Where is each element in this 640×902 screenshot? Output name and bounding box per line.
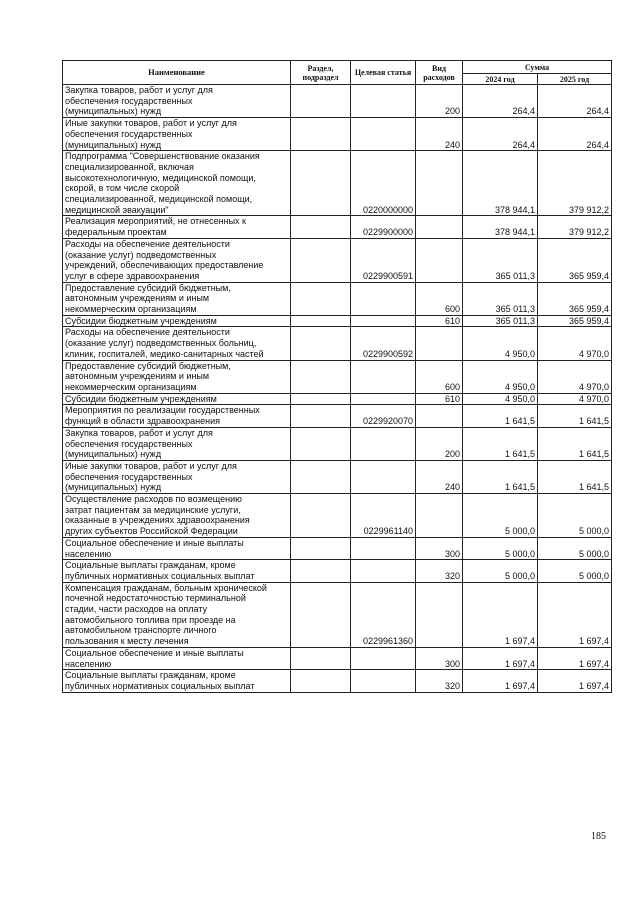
header-target: Целевая статья: [351, 61, 416, 85]
row-name-line: публичных нормативных социальных выплат: [65, 680, 255, 691]
row-sum-2024: 1 641,5: [463, 405, 538, 427]
table-row: [63, 560, 612, 582]
row-sum-2024: 5 000,0: [463, 537, 538, 559]
row-name: [63, 494, 291, 538]
row-name-line: Закупка товаров, работ и услуг для: [65, 427, 213, 438]
table-row: [63, 282, 612, 315]
table-row: [63, 537, 612, 559]
row-name-line: почечной недостаточностью терминальной: [65, 593, 246, 604]
row-name-line: автономным учреждениям и иным: [65, 371, 210, 382]
row-target-article: 0229900000: [351, 216, 416, 238]
header-name: Наименование: [63, 61, 291, 85]
table-row: [63, 460, 612, 493]
table-header: [63, 61, 612, 85]
table-row: [63, 427, 612, 460]
row-target-article: [351, 427, 416, 460]
row-sum-2024: 264,4: [463, 118, 538, 151]
header-sum: Сумма: [463, 61, 612, 74]
row-section: [291, 216, 351, 238]
row-sum-2024: 1 641,5: [463, 427, 538, 460]
row-sum-2025: 4 970,0: [538, 327, 612, 360]
row-name-line: (муниципальных) нужд: [65, 106, 162, 117]
row-name-line: Иные закупки товаров, работ и услуг для: [65, 118, 237, 129]
row-section: [291, 537, 351, 559]
row-name-line: клиник, госпиталей, медико-санитарных частей: [65, 348, 264, 359]
row-name: [63, 647, 291, 669]
row-section: [291, 85, 351, 118]
row-expense-kind: 200: [416, 427, 463, 460]
row-expense-kind: 610: [416, 315, 463, 327]
row-name-line: высокотехнологичную, медицинской помощи,: [65, 172, 256, 183]
row-name-line: услуг в сфере здравоохранения: [65, 270, 200, 281]
row-name: [63, 315, 291, 327]
row-name-line: Мероприятия по реализации государственных: [65, 405, 260, 416]
row-sum-2024: 4 950,0: [463, 360, 538, 393]
row-sum-2025: 365 959,4: [538, 282, 612, 315]
row-sum-2025: 4 970,0: [538, 360, 612, 393]
row-sum-2025: 1 697,4: [538, 670, 612, 692]
row-name-line: обеспечения государственных: [65, 471, 193, 482]
row-sum-2025: 5 000,0: [538, 560, 612, 582]
row-name-line: пользования к месту лечения: [65, 636, 189, 647]
row-expense-kind: 240: [416, 118, 463, 151]
row-sum-2024: 365 011,3: [463, 282, 538, 315]
row-name-line: Закупка товаров, работ и услуг для: [65, 85, 213, 95]
row-sum-2025: 365 959,4: [538, 315, 612, 327]
row-name-line: Расходы на обеспечение деятельности: [65, 238, 230, 249]
row-section: [291, 393, 351, 405]
row-expense-kind: 320: [416, 560, 463, 582]
row-name-line: функций в области здравоохранения: [65, 416, 221, 427]
row-expense-kind: [416, 238, 463, 282]
row-sum-2025: 4 970,0: [538, 393, 612, 405]
row-name-line: Предоставление субсидий бюджетным,: [65, 282, 231, 293]
row-target-article: [351, 560, 416, 582]
row-name: [63, 582, 291, 647]
row-section: [291, 560, 351, 582]
row-sum-2024: 378 944,1: [463, 151, 538, 216]
row-name-line: Субсидии бюджетным учреждениям: [65, 315, 217, 326]
row-name-line: Предоставление субсидий бюджетным,: [65, 360, 231, 371]
row-expense-kind: 610: [416, 393, 463, 405]
row-name-line: некоммерческим организациям: [65, 304, 197, 315]
row-sum-2025: 1 641,5: [538, 405, 612, 427]
table-row: [63, 494, 612, 538]
table-row: [63, 315, 612, 327]
row-name: [63, 460, 291, 493]
row-sum-2025: 264,4: [538, 85, 612, 118]
table-row: [63, 118, 612, 151]
table-row: [63, 405, 612, 427]
header-year-2025: 2025 год: [538, 74, 612, 85]
row-sum-2025: 1 697,4: [538, 647, 612, 669]
row-name: [63, 238, 291, 282]
row-sum-2025: 1 697,4: [538, 582, 612, 647]
row-section: [291, 327, 351, 360]
row-target-article: [351, 647, 416, 669]
row-name-line: обеспечения государственных: [65, 95, 193, 106]
row-expense-kind: [416, 327, 463, 360]
row-section: [291, 238, 351, 282]
row-name-line: Социальные выплаты гражданам, кроме: [65, 560, 236, 571]
table-row: [63, 670, 612, 692]
row-expense-kind: 600: [416, 282, 463, 315]
row-sum-2025: 379 912,2: [538, 151, 612, 216]
row-name: [63, 85, 291, 118]
table-row: [63, 582, 612, 647]
table-row: [63, 216, 612, 238]
table-body: [63, 85, 612, 693]
row-name-line: специализированной, медицинской помощи,: [65, 194, 253, 205]
row-sum-2025: 365 959,4: [538, 238, 612, 282]
row-name-line: Подпрограмма "Совершенствование оказания: [65, 151, 260, 162]
row-name-line: автомобильном транспорте личного: [65, 625, 217, 636]
row-section: [291, 360, 351, 393]
row-name-line: населению: [65, 548, 112, 559]
row-name-line: Компенсация гражданам, больным хронической: [65, 582, 267, 593]
row-name-line: Социальные выплаты гражданам, кроме: [65, 670, 236, 681]
row-name-line: Иные закупки товаров, работ и услуг для: [65, 460, 237, 471]
row-section: [291, 582, 351, 647]
row-sum-2024: 1 697,4: [463, 647, 538, 669]
row-sum-2025: 264,4: [538, 118, 612, 151]
row-target-article: [351, 118, 416, 151]
table-row: [63, 393, 612, 405]
budget-table: [62, 60, 612, 693]
row-name: [63, 537, 291, 559]
row-sum-2025: 5 000,0: [538, 494, 612, 538]
row-name-line: обеспечения государственных: [65, 438, 193, 449]
row-name: [63, 393, 291, 405]
row-section: [291, 151, 351, 216]
row-name: [63, 560, 291, 582]
row-target-article: [351, 282, 416, 315]
row-name-line: затрат пациентам за медицинские услуги,: [65, 504, 241, 515]
row-name-line: публичных нормативных социальных выплат: [65, 570, 255, 581]
row-target-article: [351, 670, 416, 692]
row-sum-2024: 365 011,3: [463, 315, 538, 327]
table-row: [63, 238, 612, 282]
row-expense-kind: 600: [416, 360, 463, 393]
row-target-article: 0229961360: [351, 582, 416, 647]
row-sum-2025: 1 641,5: [538, 460, 612, 493]
row-expense-kind: [416, 494, 463, 538]
table-row: [63, 647, 612, 669]
row-sum-2024: 1 641,5: [463, 460, 538, 493]
row-section: [291, 670, 351, 692]
row-target-article: [351, 393, 416, 405]
row-name: [63, 670, 291, 692]
row-target-article: 0229900591: [351, 238, 416, 282]
row-target-article: [351, 315, 416, 327]
row-section: [291, 494, 351, 538]
row-expense-kind: [416, 151, 463, 216]
row-sum-2024: 1 697,4: [463, 582, 538, 647]
row-name-line: (муниципальных) нужд: [65, 482, 162, 493]
row-section: [291, 460, 351, 493]
row-sum-2024: 5 000,0: [463, 494, 538, 538]
row-section: [291, 405, 351, 427]
row-expense-kind: [416, 582, 463, 647]
row-target-article: [351, 460, 416, 493]
header-kind: Вид расходов: [416, 61, 463, 85]
row-section: [291, 118, 351, 151]
row-sum-2025: 379 912,2: [538, 216, 612, 238]
page-number: 185: [591, 831, 606, 842]
row-target-article: 0229900592: [351, 327, 416, 360]
table-row: [63, 85, 612, 118]
row-name-line: Осуществление расходов по возмещению: [65, 494, 242, 505]
row-expense-kind: 320: [416, 670, 463, 692]
row-name-line: (муниципальных) нужд: [65, 139, 162, 150]
row-name-line: Социальное обеспечение и иные выплаты: [65, 537, 244, 548]
row-section: [291, 282, 351, 315]
row-name: [63, 216, 291, 238]
row-sum-2024: 1 697,4: [463, 670, 538, 692]
row-name-line: Реализация мероприятий, не отнесенных к: [65, 216, 246, 227]
row-name-line: оказанные в учреждениях здравоохранения: [65, 515, 250, 526]
table-row: [63, 151, 612, 216]
row-name: [63, 327, 291, 360]
row-sum-2025: 1 641,5: [538, 427, 612, 460]
row-sum-2024: 264,4: [463, 85, 538, 118]
row-sum-2024: 5 000,0: [463, 560, 538, 582]
row-target-article: 0229920070: [351, 405, 416, 427]
row-sum-2024: 4 950,0: [463, 393, 538, 405]
row-name-line: населению: [65, 658, 112, 669]
row-name-line: специализированной, включая: [65, 161, 194, 172]
row-sum-2024: 378 944,1: [463, 216, 538, 238]
row-name-line: Расходы на обеспечение деятельности: [65, 327, 230, 338]
budget-sheet: [62, 60, 612, 693]
row-name: [63, 282, 291, 315]
row-name: [63, 151, 291, 216]
row-target-article: [351, 85, 416, 118]
row-name-line: федеральным проектам: [65, 227, 167, 238]
row-expense-kind: 300: [416, 537, 463, 559]
row-expense-kind: [416, 216, 463, 238]
row-section: [291, 427, 351, 460]
row-expense-kind: 240: [416, 460, 463, 493]
header-year-2024: 2024 год: [463, 74, 538, 85]
row-sum-2024: 4 950,0: [463, 327, 538, 360]
row-name-line: автомобильного топлива при проезде на: [65, 614, 236, 625]
row-name-line: скорой, в том числе скорой: [65, 183, 180, 194]
row-name-line: учреждений, обеспечивающих предоставление: [65, 260, 264, 271]
row-name-line: (муниципальных) нужд: [65, 449, 162, 460]
header-section: Раздел, подраздел: [291, 61, 351, 85]
row-name-line: Субсидии бюджетным учреждениям: [65, 393, 217, 404]
row-name-line: Социальное обеспечение и иные выплаты: [65, 647, 244, 658]
row-name-line: стадии, части расходов на оплату: [65, 604, 208, 615]
row-target-article: 0229961140: [351, 494, 416, 538]
row-name: [63, 405, 291, 427]
row-section: [291, 315, 351, 327]
row-section: [291, 647, 351, 669]
row-target-article: [351, 537, 416, 559]
row-name: [63, 427, 291, 460]
row-expense-kind: 300: [416, 647, 463, 669]
row-name-line: других субъектов Российской Федерации: [65, 526, 238, 537]
row-name-line: (оказание услуг) подведомственных: [65, 249, 217, 260]
row-name-line: обеспечения государственных: [65, 128, 193, 139]
row-target-article: 0220000000: [351, 151, 416, 216]
row-name-line: некоммерческим организациям: [65, 381, 197, 392]
row-name: [63, 118, 291, 151]
row-sum-2025: 5 000,0: [538, 537, 612, 559]
row-expense-kind: 200: [416, 85, 463, 118]
row-name-line: (оказание услуг) подведомственных больниц,: [65, 338, 257, 349]
row-sum-2024: 365 011,3: [463, 238, 538, 282]
row-target-article: [351, 360, 416, 393]
table-row: [63, 360, 612, 393]
row-name-line: автономным учреждениям и иным: [65, 293, 210, 304]
table-row: [63, 327, 612, 360]
row-expense-kind: [416, 405, 463, 427]
row-name-line: медицинской эвакуации": [65, 204, 169, 215]
row-name: [63, 360, 291, 393]
